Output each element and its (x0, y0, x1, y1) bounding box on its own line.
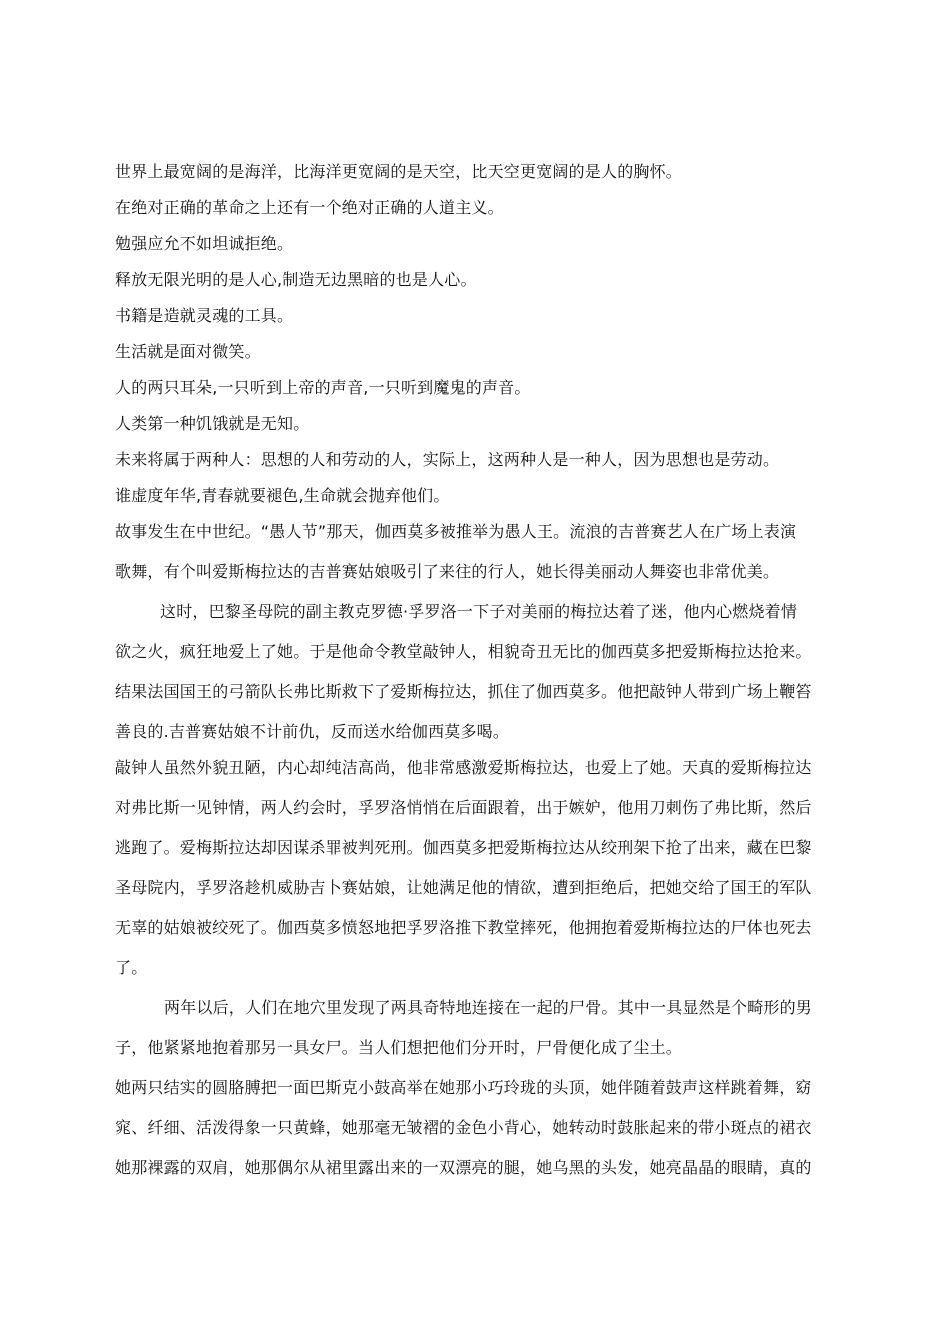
story-line: 两年以后，人们在地穴里发现了两具奇特地连接在一起的尸骨。其中一具显然是个畸形的男 (164, 998, 813, 1017)
story-line: 她那裸露的双肩，她那偶尔从裙里露出来的一双漂亮的腿，她乌黑的头发，她亮晶晶的眼睛，真的 (115, 1158, 812, 1177)
quote-line: 未来将属于两种人：思想的人和劳动的人，实际上，这两种人是一种人，因为思想也是劳动。 (115, 450, 780, 469)
story-line: 窕、纤细、活泼得象一只黄蜂，她那毫无皱褶的金色小背心，她转动时鼓胀起来的带小斑点的裙衣 (115, 1118, 812, 1137)
quote-line: 谁虚度年华,青春就要褪色,生命就会抛弃他们。 (115, 486, 450, 505)
story-line: 子，他紧紧地抱着那另一具女尸。当人们想把他们分开时，尸骨便化成了尘土。 (115, 1038, 683, 1057)
story-line: 逃跑了。爱梅斯拉达却因谋杀罪被判死刑。伽西莫多把爱斯梅拉达从绞刑架下抢了出来，藏在巴黎 (115, 838, 812, 857)
quote-line: 人的两只耳朵,一只听到上帝的声音,一只听到魔鬼的声音。 (115, 378, 531, 397)
quote-line: 世界上最宽阔的是海洋，比海洋更宽阔的是天空，比天空更宽阔的是人的胸怀。 (115, 162, 683, 181)
quote-line: 人类第一种饥饿就是无知。 (115, 414, 310, 433)
quote-line: 释放无限光明的是人心,制造无边黑暗的也是人心。 (115, 270, 477, 289)
story-line: 无辜的姑娘被绞死了。伽西莫多愤怒地把孚罗洛推下教堂摔死，他拥抱着爱斯梅拉达的尸体也死去 (115, 918, 812, 937)
story-line: 歌舞，有个叫爱斯梅拉达的吉普赛姑娘吸引了来往的行人，她长得美丽动人舞姿也非常优美。 (115, 562, 780, 581)
story-line: 她两只结实的圆胳膊把一面巴斯克小鼓高举在她那小巧玲珑的头顶，她伴随着鼓声这样跳着舞，窈 (115, 1078, 812, 1097)
story-line: 欲之火，疯狂地爱上了她。于是他命令教堂敲钟人，相貌奇丑无比的伽西莫多把爱斯梅拉达抢来。 (115, 642, 812, 661)
story-line: 结果法国国王的弓箭队长弗比斯救下了爱斯梅拉达，抓住了伽西莫多。他把敲钟人带到广场上鞭笞 (115, 682, 812, 701)
story-line: 善良的.吉普赛姑娘不计前仇，反而送水给伽西莫多喝。 (115, 722, 510, 741)
story-line: 这时，巴黎圣母院的副主教克罗德·孚罗洛一下子对美丽的梅拉达着了迷，他内心燃烧着情 (160, 602, 798, 621)
story-line: 了。 (115, 958, 148, 977)
story-line: 故事发生在中世纪。“愚人节”那天，伽西莫多被推举为愚人王。流浪的吉普赛艺人在广场上表演 (115, 522, 797, 541)
quote-line: 书籍是造就灵魂的工具。 (115, 306, 294, 325)
story-line: 圣母院内，孚罗洛趁机威胁吉卜赛姑娘，让她满足他的情欲，遭到拒绝后，把她交给了国王的军队 (115, 878, 812, 897)
story-line: 敲钟人虽然外貌丑陋，内心却纯洁高尚，他非常感激爱斯梅拉达，也爱上了她。天真的爱斯梅拉达 (115, 758, 812, 777)
quote-line: 勉强应允不如坦诚拒绝。 (115, 234, 294, 253)
quote-line: 生活就是面对微笑。 (115, 342, 261, 361)
quote-line: 在绝对正确的革命之上还有一个绝对正确的人道主义。 (115, 198, 504, 217)
story-line: 对弗比斯一见钟情，两人约会时，孚罗洛悄悄在后面跟着，出于嫉妒，他用刀刺伤了弗比斯，然后 (115, 798, 812, 817)
